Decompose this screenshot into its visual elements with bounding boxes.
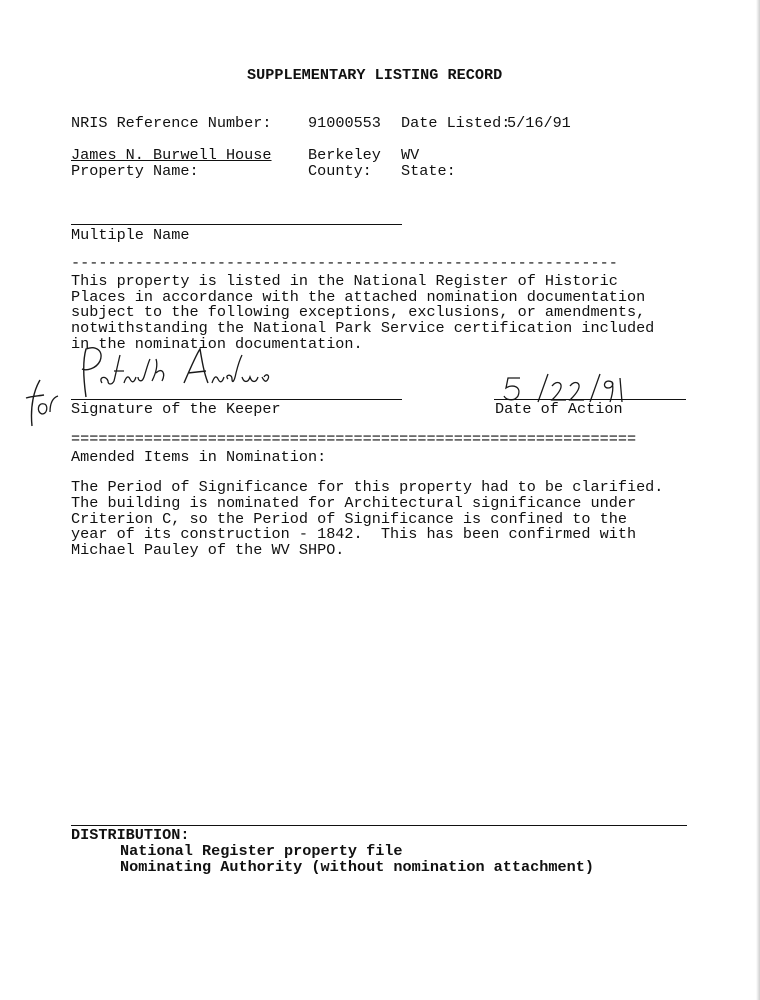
amended-line: Criterion C, so the Period of Significance is confined to the <box>71 510 627 528</box>
amended-items-heading: Amended Items in Nomination: <box>71 448 327 466</box>
date-listed-label: Date Listed: <box>401 114 511 132</box>
nris-label: NRIS Reference Number: <box>71 114 272 132</box>
margin-initials-handwriting <box>22 376 62 432</box>
multiple-name-label: Multiple Name <box>71 226 190 244</box>
amended-line: The building is nominated for Architectural significance under <box>71 494 637 512</box>
certification-line: notwithstanding the National Park Service certification included <box>71 319 655 337</box>
amended-line: Michael Pauley of the WV SHPO. <box>71 541 345 559</box>
state-value: WV <box>401 146 420 164</box>
document-title: SUPPLEMENTARY LISTING RECORD <box>247 66 503 84</box>
nris-value: 91000553 <box>308 114 381 132</box>
double-separator: ============================================================== <box>71 434 637 444</box>
property-name-label: Property Name: <box>71 162 199 180</box>
dash-separator: ------------------------------------------------------------ <box>71 258 618 268</box>
amended-line: The Period of Significance for this property had to be clarified. <box>71 478 664 496</box>
certification-line: This property is listed in the National Register of Historic <box>71 272 618 290</box>
certification-line: in the nomination documentation. <box>71 335 363 353</box>
date-of-action-label: Date of Action <box>495 400 623 418</box>
certification-line: subject to the following exceptions, exclusions, or amendments, <box>71 303 646 321</box>
page-edge-shadow <box>756 0 760 1000</box>
county-label: County: <box>308 162 372 180</box>
keeper-signature-handwriting <box>72 343 282 403</box>
keeper-signature-label: Signature of the Keeper <box>71 400 281 418</box>
distribution-item: National Register property file <box>120 842 403 860</box>
distribution-heading: DISTRIBUTION: <box>71 826 190 844</box>
state-label: State: <box>401 162 456 180</box>
certification-line: Places in accordance with the attached nomination documentation <box>71 288 646 306</box>
amended-line: year of its construction - 1842. This has been confirmed with <box>71 525 637 543</box>
county-value: Berkeley <box>308 146 381 164</box>
property-name-value: James N. Burwell House <box>71 146 272 164</box>
distribution-item: Nominating Authority (without nomination attachment) <box>120 858 594 876</box>
date-listed-value: 5/16/91 <box>507 114 571 132</box>
multiple-name-line <box>71 224 402 225</box>
